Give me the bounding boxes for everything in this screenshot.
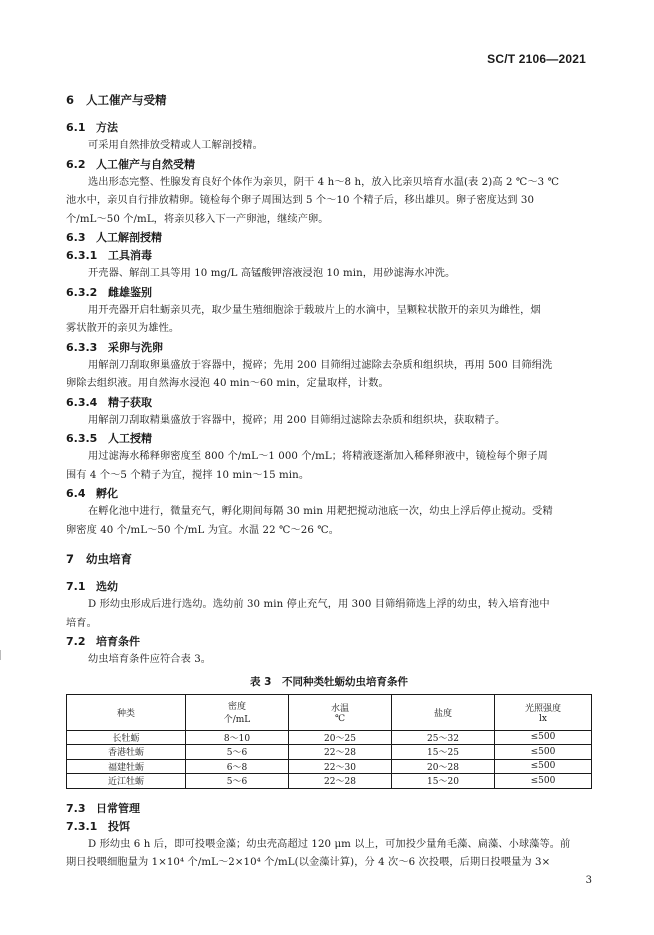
section-7-1-heading	[66, 578, 592, 596]
col-header-species: 种类	[67, 694, 186, 730]
section-number: 6.3.2	[66, 285, 98, 299]
table-3	[66, 694, 592, 789]
col-header-temp: 水温 ℃	[289, 694, 392, 730]
section-title: 日常管理	[96, 801, 140, 815]
cell-salinity: 15～25	[392, 745, 495, 760]
col-header-density: 密度 个/mL	[186, 694, 289, 730]
paragraph-line: D 形幼虫形成后进行选幼。选幼前 30 min 停止充气，用 300 目筛绢筛选上浮的幼虫，转入培育池中	[88, 599, 550, 610]
section-7-3-heading	[66, 800, 592, 818]
section-7-heading	[66, 551, 592, 567]
page-number: 3	[585, 875, 592, 886]
table-3-title: 表 3 不同种类牡蛎幼虫培育条件	[250, 675, 408, 688]
cell-light: ≤500	[495, 745, 592, 760]
paragraph-line: 期日投喂细胞量为 1×10⁴ 个/mL～2×10⁴ 个/mL(以金藻计算)，分 4 次～6 次投喂，后期日投喂量为 3×	[66, 857, 551, 868]
table-row	[67, 730, 592, 745]
section-number: 6.3.4	[66, 395, 98, 409]
section-6-heading	[66, 92, 592, 108]
table-row	[67, 774, 592, 789]
paragraph-line: 用过滤海水稀释卵密度至 800 个/mL～1 000 个/mL；将精液逐渐加入稀释卵液中，镜检每个卵子周	[88, 451, 548, 462]
paragraph-line: 卵密度 40 个/mL～50 个/mL 为宜。水温 22 ℃～26 ℃。	[66, 524, 340, 536]
document-body	[66, 92, 592, 873]
cell-temp: 22～28	[289, 745, 392, 760]
paragraph-line: D 形幼虫 6 h 后，即可投喂金藻；幼虫壳高超过 120 μm 以上，可加投少量角毛藻、扁藻、小球藻等。前	[88, 838, 571, 850]
standard-code: SC/T 2106—2021	[487, 52, 586, 66]
cell-light: ≤500	[495, 774, 592, 789]
paragraph-line: 个/mL～50 个/mL，将亲贝移入下一产卵池，继续产卵。	[66, 213, 329, 225]
cell-salinity: 25～32	[392, 730, 495, 745]
section-7-2-heading	[66, 633, 592, 651]
section-7-2-text: 幼虫培育条件应符合表 3。	[88, 654, 212, 665]
section-6-3-heading	[66, 229, 592, 247]
section-title: 雌雄鉴别	[108, 285, 152, 299]
section-number: 6.1	[66, 121, 86, 134]
section-6-3-3-heading	[66, 339, 592, 357]
section-number: 7.3.1	[66, 819, 98, 833]
cell-density: 8～10	[186, 730, 289, 745]
cell-salinity: 15～20	[392, 774, 495, 789]
cell-temp: 22～28	[289, 774, 392, 789]
section-title: 人工授精	[108, 432, 152, 445]
col-header-salinity: 盐度	[392, 694, 495, 730]
table-row	[67, 759, 592, 774]
paragraph-line: 用解剖刀刮取卵巢盛放于容器中，搅碎；先用 200 目筛绢过滤除去杂质和组织块，再用 500 目筛绢洗	[88, 359, 553, 371]
section-number: 6.3.1	[66, 249, 98, 262]
section-number: 6	[66, 93, 75, 107]
section-title: 幼虫培育	[86, 552, 133, 566]
cell-species: 近江牡蛎	[67, 774, 186, 789]
section-title: 人工解剖授精	[96, 231, 162, 244]
section-number: 6.3	[66, 231, 86, 244]
section-title: 人工催产与自然受精	[96, 157, 195, 171]
section-title: 采卵与洗卵	[108, 340, 163, 354]
cell-salinity: 20～28	[392, 759, 495, 774]
section-number: 6.4	[66, 487, 86, 500]
section-6-3-1-heading	[66, 247, 592, 265]
cell-density: 5～6	[186, 745, 289, 760]
section-6-3-4-heading	[66, 394, 592, 412]
section-title: 人工催产与受精	[86, 93, 167, 107]
cell-temp: 20～25	[289, 730, 392, 745]
paragraph-line: 雾状散开的亲贝为雄性。	[66, 323, 180, 334]
section-6-1-heading	[66, 119, 592, 137]
section-number: 6.2	[66, 157, 86, 171]
section-6-3-5-heading	[66, 430, 592, 448]
section-title: 工具消毒	[108, 249, 152, 262]
section-6-3-2-heading	[66, 284, 592, 302]
cell-species: 长牡蛎	[67, 730, 186, 745]
section-6-4-heading	[66, 485, 592, 503]
cell-density: 6～8	[186, 759, 289, 774]
section-6-2-heading	[66, 156, 592, 174]
section-title: 孵化	[96, 487, 118, 500]
cell-light: ≤500	[495, 759, 592, 774]
section-number: 7.3	[66, 801, 86, 815]
section-number: 6.3.5	[66, 432, 98, 445]
paragraph-line: 卵除去组织液。用自然海水浸泡 40 min～60 min，定量取样，计数。	[66, 378, 389, 389]
section-title: 投饵	[108, 819, 130, 833]
cell-species: 香港牡蛎	[67, 745, 186, 760]
scan-edge-mark	[0, 650, 4, 660]
paragraph-line: 围有 4 个～5 个精子为宜，搅拌 10 min～15 min。	[66, 469, 310, 481]
section-title: 精子获取	[108, 395, 152, 409]
paragraph-line: 用开壳器开启牡蛎亲贝壳，取少量生殖细胞涂于载玻片上的水滴中，呈颗粒状散开的亲贝为雌性，烟	[88, 304, 541, 316]
paragraph-line: 池水中，亲贝自行排放精卵。镜检每个卵子周围达到 5 个～10 个精子后，移出雄贝。卵子密度达到 30	[66, 195, 535, 206]
paragraph-line: 培育。	[66, 617, 97, 629]
section-6-1-text: 可采用自然排放受精或人工解剖授精。	[88, 140, 263, 151]
table-row	[67, 745, 592, 760]
section-7-3-1-heading	[66, 818, 592, 836]
table-header-row	[67, 694, 592, 730]
paragraph-line: 开壳器、解剖工具等用 10 mg/L 高锰酸钾溶液浸泡 10 min，用砂滤海水冲洗。	[88, 268, 456, 279]
col-header-light: 光照强度 lx	[495, 694, 592, 730]
cell-species: 福建牡蛎	[67, 759, 186, 774]
cell-temp: 22～30	[289, 759, 392, 774]
section-title: 培育条件	[96, 635, 140, 648]
section-title: 选幼	[96, 580, 118, 593]
section-number: 7	[66, 552, 75, 566]
section-title: 方法	[96, 121, 118, 134]
section-number: 6.3.3	[66, 340, 98, 354]
paragraph-line: 用解剖刀刮取精巢盛放于容器中，搅碎；用 200 目筛绢过滤除去杂质和组织块，获取精子。	[88, 414, 506, 426]
paragraph-line: 选出形态完整、性腺发育良好个体作为亲贝，阴干 4 h～8 h，放入比亲贝培育水温(表 2)高 2 ℃～3 ℃	[88, 176, 560, 188]
section-number: 7.2	[66, 635, 86, 648]
cell-density: 5～6	[186, 774, 289, 789]
section-number: 7.1	[66, 580, 86, 593]
paragraph-line: 在孵化池中进行，微量充气，孵化期间每隔 30 min 用耙把搅动池底一次，幼虫上浮后停止搅动。受精	[88, 506, 553, 517]
cell-light: ≤500	[495, 730, 592, 745]
